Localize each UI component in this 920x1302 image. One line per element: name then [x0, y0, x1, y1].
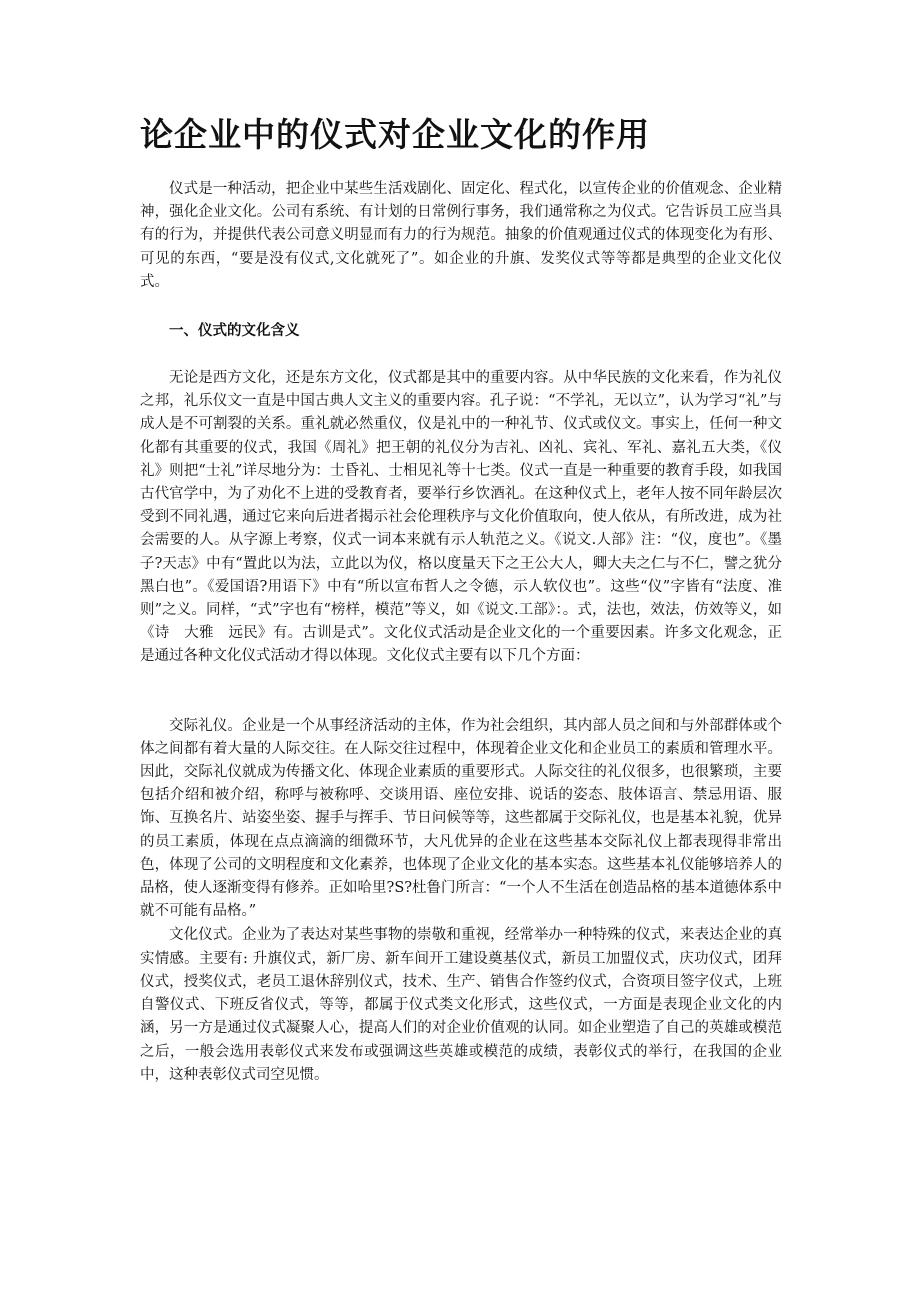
wenhua-yishi-paragraph: 文化仪式。企业为了表达对某些事物的崇敬和重视，经常举办一种特殊的仪式，来表达企业的真实情感。主要有: 升旗仪式，新厂房、新车间开工建设奠基仪式，新员工加盟仪式，庆功仪式，团拜仪式，授奖仪式，老员工退休辞别仪式，技术、生产、销售合作签约仪式，合资项目签字仪式，上班自警仪式、下班反省仪式，等等，都属于仪式类文化形式，这些仪式，一方面是表现企业文化的内涵，另一方是通过仪式凝聚人心，提高人们的对企业价值观的认同。如企业塑造了自己的英雄或模范之后，一般会选用表彰仪式来发布或强调这些英雄或模范的成绩，表彰仪式的举行，在我国的企业中，这种表彰仪式司空见惯。 — [140, 927, 782, 1083]
section1-paragraph: 无论是西方文化，还是东方文化，仪式都是其中的重要内容。从中华民族的文化来看，作为礼仪之邦，礼乐仪文一直是中国古典人文主义的重要内容。孔子说：“不学礼，无以立”，认为学习“礼”与成人是不可割裂的关系。重礼就必然重仪，仪是礼中的一种礼节、仪式或仪文。事实上，任何一种文化都有其重要的仪式，我国《周礼》把王朝的礼仪分为吉礼、凶礼、宾礼、军礼、嘉礼五大类，《仪礼》则把“士礼”详尽地分为：士昏礼、士相见礼等十七类。仪式一直是一种重要的教育手段，如我国古代官学中，为了劝化不上进的受教育者，要举行乡饮酒礼。在这种仪式上，老年人按不同年龄层次受到不同礼遇，通过它来向后进者揭示社会伦理秩序与文化价值取向，使人依从，有所改进，成为社会需要的人。从字源上考察，仪式一词本来就有示人轨范之义。《说文.人部》注：“仪，度也”。《墨子?天志》中有“置此以为法，立此以为仪，格以度量天下之王公大人，卿大夫之仁与不仁，譬之犹分黑白也”。《爱国语?用语下》中有“所以宣布哲人之令德，示人软仪也”。这些“仪”字皆有“法度、准则”之义。同样，“式”字也有“榜样，模范”等义，如《说文.工部》：。式，法也，效法，仿效等义，如《诗 大雅 远民》有。古训是式”。文化仪式活动是企业文化的一个重要因素。许多文化观念，正是通过各种文化仪式活动才得以体现。文化仪式主要有以下几个方面： — [140, 370, 782, 665]
jiaoji-liyi-paragraph: 交际礼仪。企业是一个从事经济活动的主体，作为社会组织，其内部人员之间和与外部群体或个体之间都有着大量的人际交往。在人际交往过程中，体现着企业文化和企业员工的素质和管理水平。因此，交际礼仪就成为传播文化、体现企业素质的重要形式。人际交往的礼仪很多，也很繁琐，主要包括介绍和被介绍，称呼与被称呼、交谈用语、座位安排、说话的姿态、肢体语言、禁忌用语、服饰、互换名片、站姿坐姿、握手与挥手、节日问候等等，这些都属于交际礼仪，也是基本礼貌，优异的员工素质，体现在点点滴滴的细微环节，大凡优异的企业在这些基本交际礼仪上都表现得非常出色，体现了公司的文明程度和文化素养，也体现了企业文化的基本实态。这些基本礼仪能够培养人的品格，使人逐渐变得有修养。正如哈里?S?杜鲁门所言：“一个人不生活在创造品格的基本道德体系中就不可能有品格。” — [140, 717, 782, 920]
document-page — [140, 110, 782, 1087]
intro-paragraph: 仪式是一种活动，把企业中某些生活戏剧化、固定化、程式化，以宣传企业的价值观念、企业精神，强化企业文化。公司有系统、有计划的日常例行事务，我们通常称之为仪式。它告诉员工应当具有的行为，并提供代表公司意义明显而有力的行为规范。抽象的价值观通过仪式的体现变化为有形、可见的东西，“要是没有仪式,文化就死了”。如企业的升旗、发奖仪式等等都是典型的企业文化仪式。 — [140, 181, 782, 290]
section-heading-1: 一、仪式的文化含义 — [169, 323, 300, 340]
document-title: 论企业中的仪式对企业文化的作用 — [140, 115, 650, 154]
